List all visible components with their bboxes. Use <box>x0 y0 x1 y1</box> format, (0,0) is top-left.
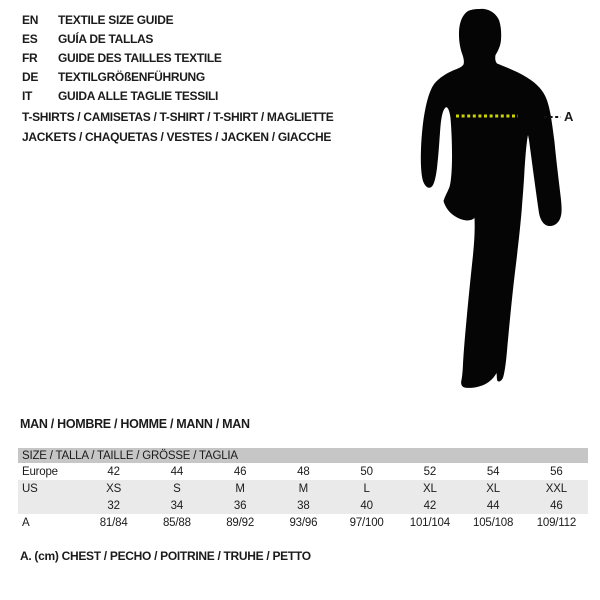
size-cell: 85/88 <box>162 516 191 529</box>
size-cell: 52 <box>423 465 437 478</box>
man-silhouette <box>421 9 562 388</box>
size-cell: XL <box>486 482 500 495</box>
size-cell: XS <box>106 482 122 495</box>
section-heading-man: MAN / HOMBRE / HOMME / MANN / MAN <box>20 417 250 431</box>
size-cell: 56 <box>550 465 563 478</box>
language-code: FR <box>22 51 38 65</box>
size-table-header: SIZE / TALLA / TAILLE / GRÖSSE / TAGLIA <box>18 448 588 463</box>
language-row-en <box>22 11 222 30</box>
language-title: GUIDA ALLE TAGLIE TESSILI <box>58 89 219 103</box>
size-cell: 81/84 <box>99 516 128 529</box>
language-row-it <box>22 87 222 106</box>
size-cell: 44 <box>486 499 500 512</box>
language-guide-list <box>22 11 222 106</box>
size-cell: 101/104 <box>409 516 450 529</box>
measurement-a-label: A <box>564 109 574 124</box>
language-code: IT <box>22 89 33 103</box>
language-title: TEXTILE SIZE GUIDE <box>58 13 174 27</box>
size-cell: XXL <box>545 482 567 495</box>
size-table <box>18 448 588 531</box>
table-row-chest-a <box>18 514 588 531</box>
size-cell: 54 <box>486 465 500 478</box>
language-row-es <box>22 30 222 49</box>
size-cell: 38 <box>297 499 310 512</box>
size-cell: 109/112 <box>536 516 577 529</box>
size-cell: L <box>363 482 370 495</box>
size-cell: 105/108 <box>473 516 514 529</box>
category-line-jackets: JACKETS / CHAQUETAS / VESTES / JACKEN / GIACCHE <box>22 130 332 144</box>
table-row-us-numeric <box>18 497 588 514</box>
size-cell: M <box>298 482 309 495</box>
size-cell: 89/92 <box>226 516 255 529</box>
language-row-de <box>22 68 222 87</box>
measurement-footnote: A. (cm) CHEST / PECHO / POITRINE / TRUHE / PETTO <box>20 549 311 563</box>
size-cell: 40 <box>360 499 373 512</box>
language-title: GUIDE DES TAILLES TEXTILE <box>58 51 222 65</box>
row-label <box>18 497 82 514</box>
language-code: ES <box>22 32 38 46</box>
size-cell: S <box>173 482 181 495</box>
size-cell: 34 <box>170 499 184 512</box>
man-silhouette-figure <box>415 5 565 393</box>
language-row-fr <box>22 49 222 68</box>
size-cell: 46 <box>550 499 563 512</box>
category-line-tshirts: T-SHIRTS / CAMISETAS / T-SHIRT / T-SHIRT / MAGLIETTE <box>22 110 334 124</box>
size-cell: 42 <box>423 499 437 512</box>
size-cell: XL <box>423 482 437 495</box>
language-code: DE <box>22 70 39 84</box>
row-label: A <box>22 516 30 529</box>
row-label: US <box>22 482 38 495</box>
row-label: Europe <box>22 465 58 478</box>
size-cell: 97/100 <box>349 516 384 529</box>
size-cell: 48 <box>297 465 310 478</box>
language-title: TEXTILGRÖßENFÜHRUNG <box>58 70 205 84</box>
size-cell: 42 <box>107 465 120 478</box>
size-table-header-row <box>18 448 588 463</box>
size-cell: 44 <box>170 465 184 478</box>
table-row-europe <box>18 463 588 480</box>
size-cell: 46 <box>233 465 247 478</box>
table-row-us <box>18 480 588 497</box>
language-code: EN <box>22 13 39 27</box>
size-cell: 50 <box>360 465 373 478</box>
size-cell: 32 <box>107 499 120 512</box>
size-cell: M <box>235 482 245 495</box>
size-cell: 36 <box>233 499 247 512</box>
language-title: GUÍA DE TALLAS <box>58 32 154 46</box>
size-cell: 93/96 <box>289 516 318 529</box>
